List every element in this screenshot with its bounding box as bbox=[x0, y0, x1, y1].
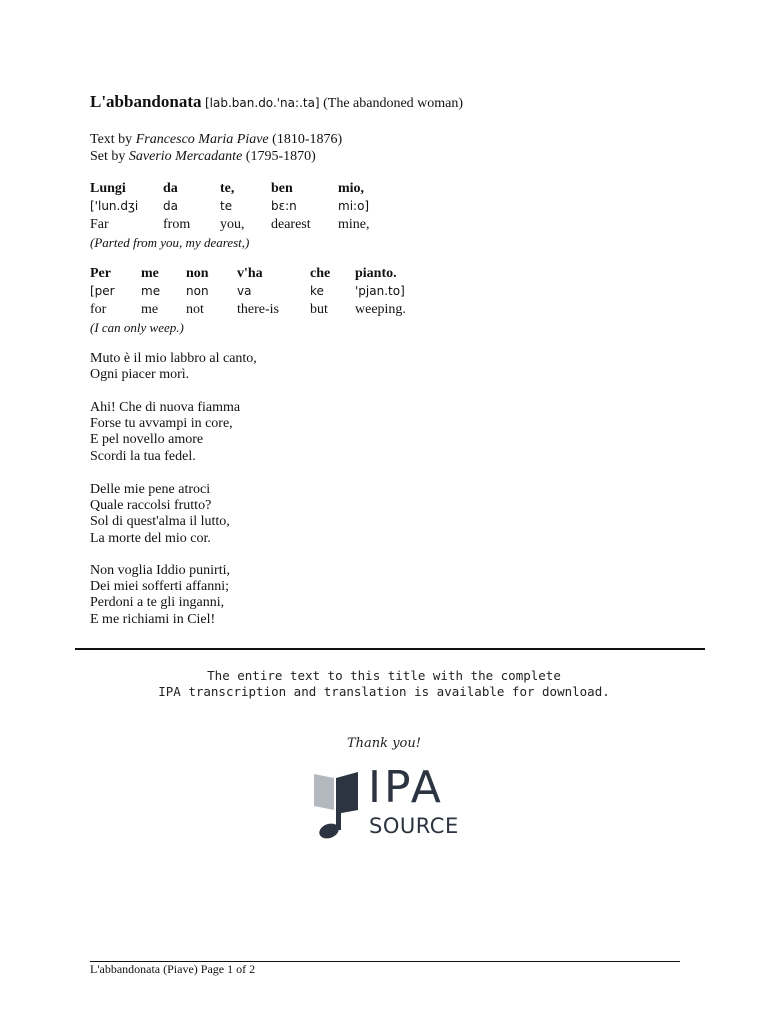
poem-line: E pel novello amore bbox=[90, 432, 204, 448]
literal-row bbox=[90, 302, 406, 320]
word: v'ha bbox=[237, 266, 263, 281]
literal-word: there-is bbox=[237, 302, 279, 317]
poem-line: Sol di quest'alma il lutto, bbox=[90, 514, 230, 530]
ipa-word: [per bbox=[90, 284, 115, 298]
notice-line-2: IPA transcription and translation is available for download. bbox=[158, 684, 610, 699]
ipa-word: ke bbox=[310, 284, 324, 298]
stanza-translation: (Parted from you, my dearest,) bbox=[90, 235, 250, 250]
ipa-word: te bbox=[220, 199, 233, 213]
composer-name: Saverio Mercadante bbox=[128, 149, 243, 164]
poem-line: Forse tu avvampi in core, bbox=[90, 416, 233, 432]
stanza-translation: (I can only weep.) bbox=[90, 320, 184, 335]
poem-line: La morte del mio cor. bbox=[90, 530, 211, 546]
ipa-row bbox=[90, 284, 405, 302]
literal-word: for bbox=[90, 302, 107, 317]
page-title: L'abbandonata bbox=[90, 92, 202, 111]
poem-line: Muto è il mio labbro al canto, bbox=[90, 351, 257, 366]
ipa-word: non bbox=[186, 284, 209, 298]
ipa-word: va bbox=[237, 284, 252, 298]
literal-word: from bbox=[163, 217, 191, 232]
word-row bbox=[90, 266, 397, 284]
thank-you-text: Thank you! bbox=[347, 736, 421, 751]
poem-stanza-4 bbox=[90, 563, 230, 628]
poem-line: E me richiami in Ciel! bbox=[90, 611, 216, 627]
notice-line-1: The entire text to this title with the complete bbox=[207, 668, 561, 683]
word: Lungi bbox=[90, 181, 126, 196]
poem-line: Non voglia Iddio punirti, bbox=[90, 563, 230, 578]
title-line bbox=[90, 92, 463, 112]
poem-line: Ahi! Che di nuova fiamma bbox=[90, 400, 241, 415]
ipa-word: da bbox=[163, 199, 178, 213]
stanza-1 bbox=[90, 181, 370, 251]
section-divider bbox=[75, 648, 705, 650]
poem-line: Quale raccolsi frutto? bbox=[90, 498, 212, 514]
ipa-word: bɛ:n bbox=[271, 199, 297, 213]
credits bbox=[90, 131, 342, 165]
literal-word: Far bbox=[90, 217, 109, 232]
word: ben bbox=[271, 181, 293, 196]
page-footer: L'abbandonata (Piave) Page 1 of 2 bbox=[90, 962, 256, 976]
poem-line: Ogni piacer morì. bbox=[90, 367, 190, 383]
poem-line: Scordi la tua fedel. bbox=[90, 448, 196, 464]
ipa-word: me bbox=[141, 284, 161, 298]
literal-word: me bbox=[141, 302, 159, 317]
logo-word-source: SOURCE bbox=[369, 814, 459, 838]
word: me bbox=[141, 266, 159, 281]
ipa-source-logo bbox=[312, 762, 472, 840]
logo-word-ipa: IPA bbox=[368, 762, 444, 813]
poem-line: Perdoni a te gli inganni, bbox=[90, 595, 225, 611]
poem-line: Dei miei sofferti affanni; bbox=[90, 579, 230, 595]
book-music-note-icon bbox=[312, 770, 364, 840]
poem-stanza-2 bbox=[90, 400, 240, 465]
word: non bbox=[186, 266, 209, 281]
ipa-word: 'pjan.to] bbox=[355, 284, 405, 298]
literal-word: mine, bbox=[338, 217, 370, 232]
word: te, bbox=[220, 181, 235, 196]
word: mio, bbox=[338, 181, 365, 196]
poem-stanza-3 bbox=[90, 482, 230, 547]
poem-stanza-1 bbox=[90, 351, 257, 383]
composer-dates: (1795-1870) bbox=[245, 149, 316, 164]
word: che bbox=[310, 266, 331, 281]
word-row bbox=[90, 181, 365, 199]
word: Per bbox=[90, 266, 111, 281]
word: pianto. bbox=[355, 266, 397, 281]
literal-word: you, bbox=[220, 217, 245, 232]
set-credit bbox=[90, 148, 342, 165]
literal-word: dearest bbox=[271, 217, 311, 232]
poem-line: Delle mie pene atroci bbox=[90, 482, 211, 497]
set-prefix: Set by bbox=[90, 149, 126, 164]
word: da bbox=[163, 181, 178, 196]
stanza-2 bbox=[90, 266, 406, 336]
download-notice bbox=[0, 668, 768, 700]
literal-row bbox=[90, 217, 370, 235]
ipa-row bbox=[90, 199, 370, 217]
text-credit bbox=[90, 131, 342, 148]
author-name: Francesco Maria Piave bbox=[135, 132, 269, 147]
literal-word: weeping. bbox=[355, 302, 406, 317]
author-dates: (1810-1876) bbox=[272, 132, 343, 147]
title-ipa: [lab.ban.do.'na:.ta] bbox=[205, 96, 320, 110]
title-translation: (The abandoned woman) bbox=[323, 96, 464, 111]
literal-word: not bbox=[186, 302, 204, 317]
literal-word: but bbox=[310, 302, 328, 317]
ipa-word: ['lun.dʒi bbox=[90, 199, 139, 213]
text-prefix: Text by bbox=[90, 132, 133, 147]
ipa-word: mi:o] bbox=[338, 199, 370, 213]
